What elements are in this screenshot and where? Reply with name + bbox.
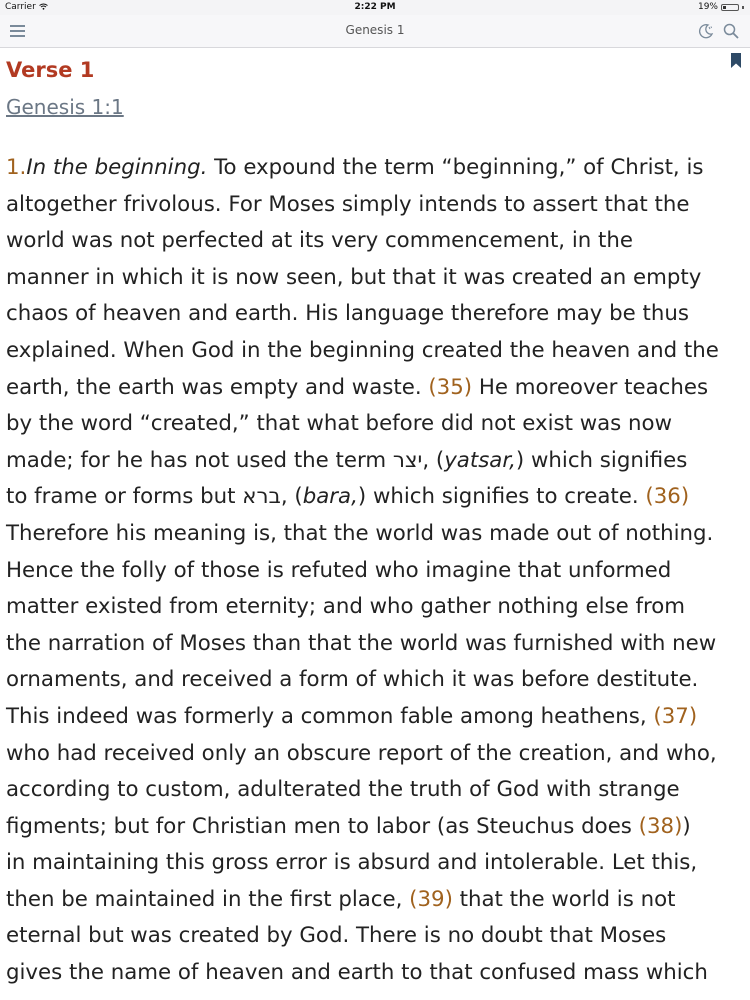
text-line: in maintaining this gross error is absurd and intolerable. Let this, [6,850,698,876]
footnote-link[interactable]: (36) [645,484,690,510]
footnote-link[interactable]: (38) [638,813,683,839]
text-line: matter existed from eternity; and who gather nothing else from [6,594,686,620]
verse-reference-link[interactable]: Genesis 1:1 [6,95,124,119]
search-icon[interactable] [722,22,740,40]
text-line: the narration of Moses than that the world was furnished with new [6,630,717,656]
text-line: to frame or forms but ברא, (bara,) which signifies to create. (36) [6,484,690,510]
footnote-link[interactable]: (35) [428,374,473,400]
footnote-link[interactable]: (37) [653,703,698,729]
transliteration: bara, [302,484,358,510]
nav-bar [0,15,750,48]
text-line: Hence the folly of those is refuted who imagine that unformed [6,557,672,583]
commentary-text [6,150,746,992]
text-line: altogether frivolous. For Moses simply intends to assert that the [6,191,690,217]
text-line: chaos of heaven and earth. His language therefore may be thus [6,301,689,327]
text-line: ornaments, and received a form of which it was before destitute. [6,667,699,693]
footnote-link[interactable]: (39) [409,886,453,912]
battery-percent: 19% [697,2,718,12]
text-line: earth, the earth was empty and waste. (35) He moreover teaches [6,374,709,400]
transliteration: yatsar, [444,447,516,473]
text-line: This indeed was formerly a common fable among heathens, (37) [6,703,698,729]
text-line: gives the name of heaven and earth to that confused mass which [6,960,708,986]
bookmark-icon[interactable] [731,53,741,68]
status-time: 2:22 PM [354,2,396,12]
text-line: Therefore his meaning is, that the world was made out of nothing. [6,520,714,546]
night-mode-icon[interactable] [697,22,715,40]
text-line: manner in which it is now seen, but that it was created an empty [6,264,702,290]
text-line: eternal but was created by God. There is no doubt that Moses [6,923,667,949]
text-line: figments; but for Christian men to labor (as Steuchus does (38)) [6,813,691,839]
text-line: world was not perfected at its very commencement, in the [6,228,633,254]
verse-heading: Verse 1 [6,58,95,82]
hebrew-word: ברא [242,484,281,510]
text-line: who had received only an obscure report of the creation, and who, [6,740,717,766]
text-line: made; for he has not used the term יצר, (yatsar,) which signifies [6,447,688,473]
page-title: Genesis 1 [345,23,405,37]
text-line: according to custom, adulterated the truth of God with strange [6,777,680,803]
battery-indicator [698,2,744,12]
text-line: 1.In the beginning. To expound the term “beginning,” of Christ, is [6,155,704,180]
battery-icon [721,4,739,11]
paragraph-number: 1. [6,155,27,180]
carrier-label: Carrier [5,2,48,12]
text-line: then be maintained in the first place, (39) that the world is not [6,886,676,912]
text-line: explained. When God in the beginning created the heaven and the [6,337,719,363]
lemma-text: In the beginning. [26,155,208,180]
text-line: by the word “created,” that what before did not exist was now [6,411,672,437]
hebrew-word: יצר [392,447,423,473]
status-bar [0,0,750,15]
